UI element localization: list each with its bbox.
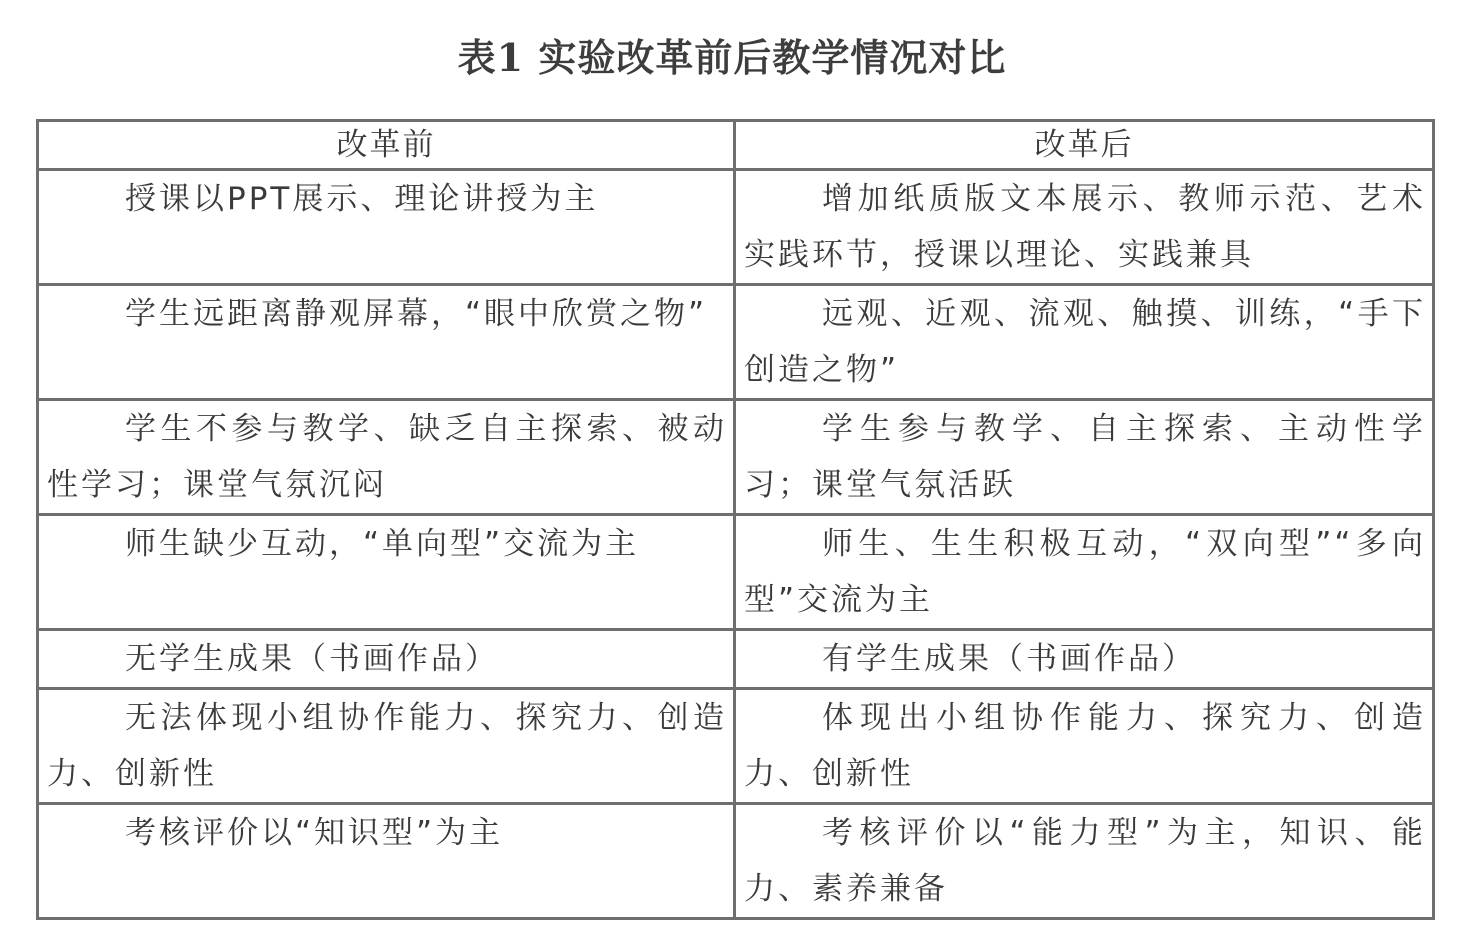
header-after-reform: 改革后 [735,121,1434,170]
table-row [38,285,1434,400]
table-row [38,630,1434,689]
cell-after: 师生、生生积极互动，“双向型”“多向型”交流为主 [735,515,1434,630]
cell-after: 学生参与教学、自主探索、主动性学习；课堂气氛活跃 [735,400,1434,515]
comparison-table [36,119,1435,920]
cell-before: 考核评价以“知识型”为主 [38,804,735,919]
cell-after: 增加纸质版文本展示、教师示范、艺术实践环节，授课以理论、实践兼具 [735,170,1434,285]
cell-after: 考核评价以“能力型”为主，知识、能力、素养兼备 [735,804,1434,919]
header-before-reform: 改革前 [38,121,735,170]
table-row [38,689,1434,804]
cell-before: 授课以PPT展示、理论讲授为主 [38,170,735,285]
header-row [38,121,1434,170]
table-row [38,400,1434,515]
cell-after: 远观、近观、流观、触摸、训练，“手下创造之物” [735,285,1434,400]
cell-before: 学生远距离静观屏幕，“眼中欣赏之物” [38,285,735,400]
cell-after: 有学生成果（书画作品） [735,630,1434,689]
table-row [38,170,1434,285]
cell-before: 师生缺少互动，“单向型”交流为主 [38,515,735,630]
table-caption: 表1 实验改革前后教学情况对比 [457,35,1007,80]
table-row [38,515,1434,630]
table-row [38,804,1434,919]
cell-before: 无学生成果（书画作品） [38,630,735,689]
cell-before: 无法体现小组协作能力、探究力、创造力、创新性 [38,689,735,804]
cell-after: 体现出小组协作能力、探究力、创造力、创新性 [735,689,1434,804]
cell-before: 学生不参与教学、缺乏自主探索、被动性学习；课堂气氛沉闷 [38,400,735,515]
